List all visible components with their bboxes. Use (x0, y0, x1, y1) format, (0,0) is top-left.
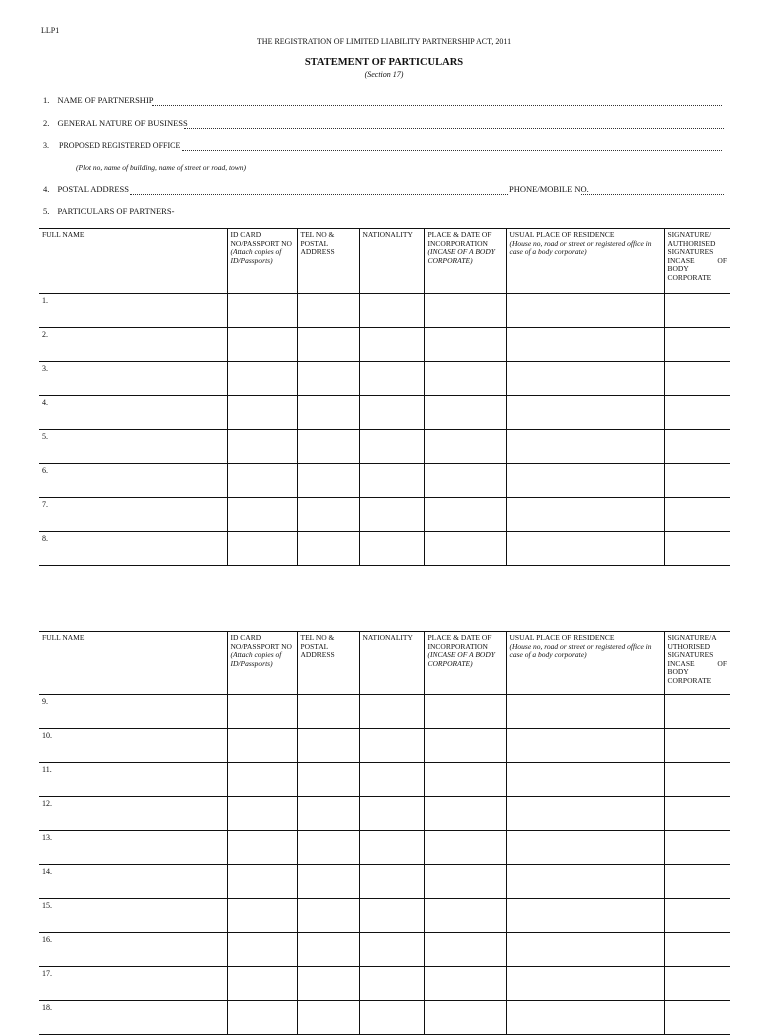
table-row (39, 933, 730, 967)
table-cell[interactable] (424, 498, 506, 532)
table-row (39, 831, 730, 865)
table-cell[interactable] (297, 498, 359, 532)
col-nationality: NATIONALITY (359, 229, 424, 294)
full-name-cell[interactable] (39, 967, 227, 1001)
table-cell[interactable] (664, 1001, 730, 1035)
table-cell[interactable] (359, 831, 424, 865)
table-cell[interactable] (664, 831, 730, 865)
table-cell[interactable] (506, 362, 664, 396)
table-cell[interactable] (424, 294, 506, 328)
row-number: 7. (42, 500, 48, 509)
table-cell[interactable] (424, 464, 506, 498)
col-place-date: PLACE & DATE OF INCORPORATION (INCASE OF A BODY CORPORATE) (424, 632, 506, 695)
full-name-cell[interactable] (39, 396, 227, 430)
full-name-cell[interactable] (39, 695, 227, 729)
full-name-cell[interactable] (39, 831, 227, 865)
row-number: 11. (42, 765, 52, 774)
table-row (39, 899, 730, 933)
table-row (39, 797, 730, 831)
col-place-date: PLACE & DATE OF INCORPORATION (INCASE OF A BODY CORPORATE) (424, 229, 506, 294)
table-cell[interactable] (424, 899, 506, 933)
full-name-cell[interactable] (39, 430, 227, 464)
col-full-name: FULL NAME (42, 633, 85, 642)
table-cell[interactable] (424, 831, 506, 865)
table-cell[interactable] (424, 695, 506, 729)
table-cell[interactable] (424, 532, 506, 566)
full-name-cell[interactable] (39, 865, 227, 899)
table-cell[interactable] (664, 396, 730, 430)
table-cell[interactable] (359, 967, 424, 1001)
table-cell[interactable] (227, 865, 297, 899)
table-cell[interactable] (664, 763, 730, 797)
table-cell[interactable] (424, 797, 506, 831)
partners-table-2 (39, 631, 730, 1035)
table-cell[interactable] (359, 763, 424, 797)
table-cell[interactable] (227, 695, 297, 729)
table-cell[interactable] (227, 967, 297, 1001)
full-name-cell[interactable] (39, 763, 227, 797)
full-name-cell[interactable] (39, 328, 227, 362)
table-cell[interactable] (424, 967, 506, 1001)
table-cell[interactable] (506, 729, 664, 763)
name-of-partnership-input-line[interactable] (152, 104, 722, 106)
table-cell[interactable] (359, 899, 424, 933)
field-number: 5. (43, 206, 50, 216)
table-cell[interactable] (664, 498, 730, 532)
table-cell[interactable] (506, 294, 664, 328)
partners-heading (43, 206, 174, 216)
table-cell[interactable] (297, 967, 359, 1001)
table-cell[interactable] (297, 763, 359, 797)
table-cell[interactable] (664, 362, 730, 396)
full-name-cell[interactable] (39, 464, 227, 498)
table-cell[interactable] (227, 933, 297, 967)
table-row (39, 464, 730, 498)
table-row (39, 1001, 730, 1035)
table-cell[interactable] (506, 797, 664, 831)
table-cell[interactable] (664, 328, 730, 362)
table-cell[interactable] (506, 865, 664, 899)
col-tel: TEL NO & POSTAL ADDRESS (297, 632, 359, 695)
col-residence: USUAL PLACE OF RESIDENCE (House no, road or street or registered office in case of a body corporate) (506, 632, 664, 695)
table-cell[interactable] (227, 294, 297, 328)
table-cell[interactable] (506, 831, 664, 865)
table-header-row (39, 632, 730, 695)
table-row (39, 328, 730, 362)
full-name-cell[interactable] (39, 729, 227, 763)
table-row (39, 729, 730, 763)
table-row (39, 532, 730, 566)
table-cell[interactable] (297, 865, 359, 899)
table-cell[interactable] (297, 899, 359, 933)
row-number: 2. (42, 330, 48, 339)
col-tel: TEL NO & POSTAL ADDRESS (297, 229, 359, 294)
row-number: 1. (42, 296, 48, 305)
row-number: 9. (42, 697, 48, 706)
table-cell[interactable] (506, 763, 664, 797)
partners-table-1 (39, 228, 730, 566)
table-row (39, 967, 730, 1001)
table-cell[interactable] (506, 1001, 664, 1035)
table-cell[interactable] (424, 430, 506, 464)
table-cell[interactable] (227, 498, 297, 532)
table-cell[interactable] (227, 899, 297, 933)
registered-office-input-line[interactable] (182, 149, 722, 151)
table-cell[interactable] (227, 797, 297, 831)
table-cell[interactable] (424, 933, 506, 967)
table-cell[interactable] (664, 695, 730, 729)
col-full-name: FULL NAME (42, 230, 85, 239)
table-cell[interactable] (297, 362, 359, 396)
table-cell[interactable] (297, 831, 359, 865)
table-header-row (39, 229, 730, 294)
table-cell[interactable] (424, 1001, 506, 1035)
row-number: 13. (42, 833, 52, 842)
table-cell[interactable] (664, 729, 730, 763)
table-cell[interactable] (424, 729, 506, 763)
table-row (39, 498, 730, 532)
table-cell[interactable] (359, 695, 424, 729)
form-code: LLP1 (41, 26, 60, 35)
table-cell[interactable] (506, 396, 664, 430)
table-row (39, 865, 730, 899)
col-signature: SIGNATURE/A UTHORISED SIGNATURES INCASE OF BODY CORPORATE (664, 632, 730, 695)
col-nationality: NATIONALITY (359, 632, 424, 695)
table-cell[interactable] (297, 797, 359, 831)
table-cell[interactable] (506, 967, 664, 1001)
table-cell[interactable] (359, 933, 424, 967)
col-id-card: ID CARD NO/PASSPORT NO (Attach copies of ID/Passports) (227, 632, 297, 695)
table-cell[interactable] (297, 328, 359, 362)
table-cell[interactable] (664, 865, 730, 899)
row-number: 8. (42, 534, 48, 543)
table-row (39, 294, 730, 328)
table-cell[interactable] (359, 532, 424, 566)
table-cell[interactable] (359, 797, 424, 831)
table-cell[interactable] (664, 294, 730, 328)
col-signature: SIGNATURE/ AUTHORISED SIGNATURES INCASE OF BODY CORPORATE (664, 229, 730, 294)
full-name-cell[interactable] (39, 498, 227, 532)
table-cell[interactable] (359, 464, 424, 498)
table-cell[interactable] (227, 464, 297, 498)
office-hint: (Plot no, name of building, name of street or road, town) (76, 163, 247, 172)
table-cell[interactable] (664, 532, 730, 566)
section-reference: (Section 17) (364, 70, 404, 79)
row-number: 10. (42, 731, 52, 740)
table-cell[interactable] (664, 967, 730, 1001)
table-cell[interactable] (359, 328, 424, 362)
row-number: 5. (42, 432, 48, 441)
row-number: 18. (42, 1003, 52, 1012)
row-number: 4. (42, 398, 48, 407)
table-row (39, 362, 730, 396)
table-cell[interactable] (297, 933, 359, 967)
table-cell[interactable] (297, 695, 359, 729)
table-cell[interactable] (297, 430, 359, 464)
table-cell[interactable] (359, 1001, 424, 1035)
table-cell[interactable] (359, 729, 424, 763)
table-cell[interactable] (227, 763, 297, 797)
table-cell[interactable] (424, 396, 506, 430)
table-cell[interactable] (424, 328, 506, 362)
table-row (39, 396, 730, 430)
phone-input-line[interactable] (581, 193, 724, 195)
full-name-cell[interactable] (39, 797, 227, 831)
table-cell[interactable] (297, 729, 359, 763)
table-cell[interactable] (506, 899, 664, 933)
table-cell[interactable] (359, 396, 424, 430)
table-cell[interactable] (227, 1001, 297, 1035)
field-number: 3. (43, 141, 49, 150)
table-cell[interactable] (506, 532, 664, 566)
full-name-cell[interactable] (39, 532, 227, 566)
table-cell[interactable] (664, 899, 730, 933)
table-cell[interactable] (506, 430, 664, 464)
table-cell[interactable] (227, 729, 297, 763)
row-number: 14. (42, 867, 52, 876)
field-label: PARTICULARS OF PARTNERS- (57, 206, 175, 216)
field-number: 1. (43, 95, 50, 105)
table-cell[interactable] (359, 430, 424, 464)
field-label: PROPOSED REGISTERED OFFICE (59, 141, 181, 150)
table-cell[interactable] (227, 831, 297, 865)
table-cell[interactable] (506, 498, 664, 532)
table-cell[interactable] (424, 362, 506, 396)
table-cell[interactable] (359, 865, 424, 899)
field-label: NAME OF PARTNERSHIP (57, 95, 154, 105)
table-cell[interactable] (424, 865, 506, 899)
field-label: POSTAL ADDRESS (57, 184, 130, 194)
col-residence: USUAL PLACE OF RESIDENCE (House no, road or street or registered office in case of a body corporate) (506, 229, 664, 294)
table-row (39, 430, 730, 464)
table-cell[interactable] (227, 396, 297, 430)
row-number: 6. (42, 466, 48, 475)
field-number: 4. (43, 184, 50, 194)
table-cell[interactable] (297, 532, 359, 566)
table-cell[interactable] (359, 362, 424, 396)
field-number: 2. (43, 118, 50, 128)
full-name-cell[interactable] (39, 1001, 227, 1035)
row-number: 3. (42, 364, 48, 373)
row-number: 12. (42, 799, 52, 808)
full-name-cell[interactable] (39, 899, 227, 933)
table-cell[interactable] (227, 362, 297, 396)
table-cell[interactable] (297, 294, 359, 328)
table-cell[interactable] (227, 328, 297, 362)
table-cell[interactable] (506, 464, 664, 498)
nature-of-business-input-line[interactable] (184, 127, 724, 129)
table-cell[interactable] (506, 695, 664, 729)
table-cell[interactable] (359, 498, 424, 532)
col-id-card: ID CARD NO/PASSPORT NO (Attach copies of ID/Passports) (227, 229, 297, 294)
table-cell[interactable] (227, 430, 297, 464)
table-cell[interactable] (506, 933, 664, 967)
phone-label: PHONE/MOBILE NO. (509, 184, 589, 194)
table-row (39, 763, 730, 797)
row-number: 15. (42, 901, 52, 910)
row-number: 17. (42, 969, 52, 978)
table-cell[interactable] (297, 396, 359, 430)
table-cell[interactable] (297, 1001, 359, 1035)
table-cell[interactable] (506, 328, 664, 362)
table-cell[interactable] (359, 294, 424, 328)
full-name-cell[interactable] (39, 362, 227, 396)
act-title: THE REGISTRATION OF LIMITED LIABILITY PARTNERSHIP ACT, 2011 (256, 37, 512, 46)
full-name-cell[interactable] (39, 933, 227, 967)
row-number: 16. (42, 935, 52, 944)
table-cell[interactable] (664, 430, 730, 464)
table-cell[interactable] (664, 464, 730, 498)
table-cell[interactable] (297, 464, 359, 498)
table-cell[interactable] (664, 933, 730, 967)
postal-address-input-line[interactable] (130, 193, 508, 195)
table-cell[interactable] (424, 763, 506, 797)
table-cell[interactable] (664, 797, 730, 831)
table-cell[interactable] (227, 532, 297, 566)
page-title: STATEMENT OF PARTICULARS (304, 57, 464, 68)
table-row (39, 695, 730, 729)
full-name-cell[interactable] (39, 294, 227, 328)
field-label: GENERAL NATURE OF BUSINESS (57, 118, 188, 128)
